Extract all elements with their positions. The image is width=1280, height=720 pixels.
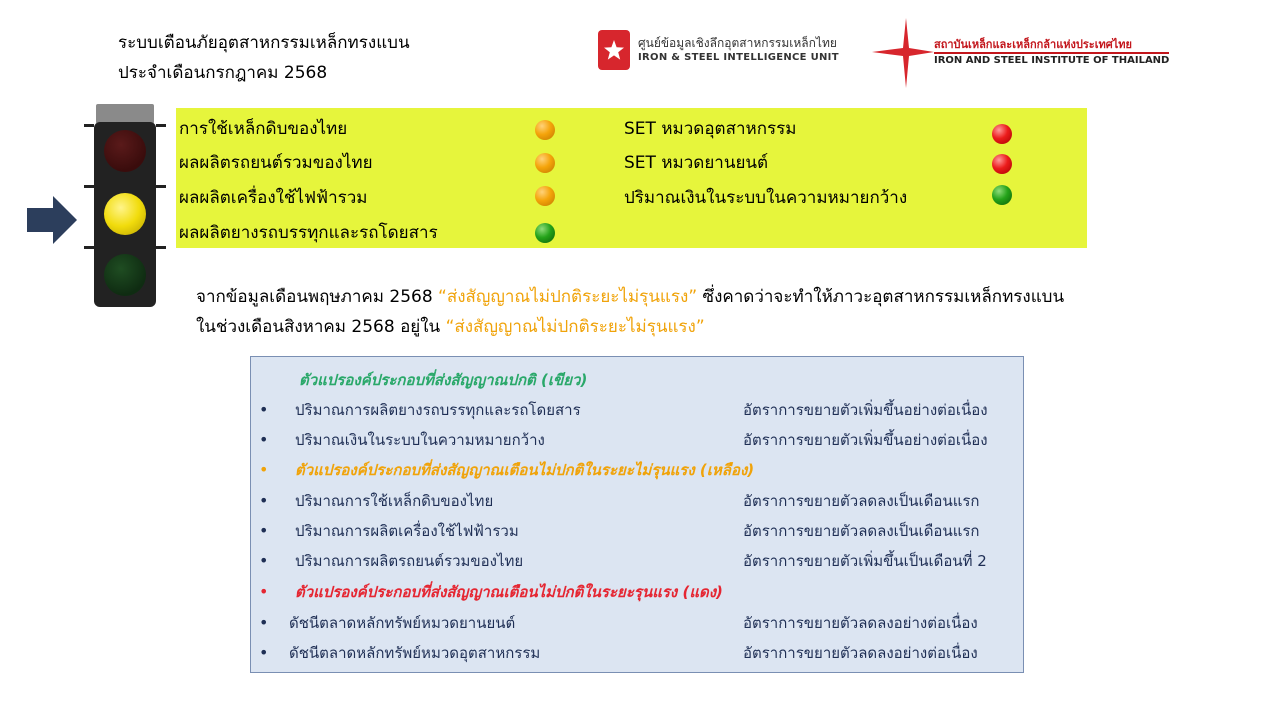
bullet-icon: • — [259, 460, 269, 479]
indicator-label: การใช้เหล็กดิบของไทย — [179, 119, 348, 139]
indicator-label: ปริมาณเงินในระบบในความหมายกว้าง — [624, 188, 908, 208]
status-dot-green — [535, 223, 555, 243]
traffic-light-bracket — [156, 185, 166, 188]
green-section-header: ตัวแปรองค์ประกอบที่ส่งสัญญาณปกติ (เขียว) — [299, 371, 588, 389]
red-section-header: ตัวแปรองค์ประกอบที่ส่งสัญญาณเตือนไม่ปกติในระยะรุนแรง (แดง) — [295, 583, 723, 601]
indicator-label: ผลผลิตรถยนต์รวมของไทย — [179, 153, 373, 173]
isiu-logo — [598, 30, 839, 70]
bullet-icon: • — [259, 400, 269, 419]
status-dot-orange — [535, 120, 555, 140]
summary-text — [196, 282, 1064, 342]
detail-box — [250, 356, 1024, 673]
detail-item-trend: อัตราการขยายตัวลดลงเป็นเดือนแรก — [743, 522, 980, 540]
indicator-label: ผลผลิตยางรถบรรทุกและรถโดยสาร — [179, 223, 438, 243]
bullet-icon: • — [259, 643, 269, 662]
isiu-name-th: ศูนย์ข้อมูลเชิงลึกอุตสาหกรรมเหล็กไทย — [638, 35, 837, 50]
isit-name-th: สถาบันเหล็กและเหล็กกล้าแห่งประเทศไทย — [934, 38, 1169, 54]
yellow-section-header: ตัวแปรองค์ประกอบที่ส่งสัญญาณเตือนไม่ปกติในระยะไม่รุนแรง (เหลือง) — [295, 461, 755, 479]
summary-highlight: “ส่งสัญญาณไม่ปกติระยะไม่รุนแรง” — [445, 317, 705, 337]
traffic-light-yellow-lamp — [104, 193, 146, 235]
status-dot-green — [992, 185, 1012, 205]
title-line-1: ระบบเตือนภัยอุตสาหกรรมเหล็กทรงแบน — [118, 33, 410, 53]
page-title — [118, 28, 410, 88]
detail-item-trend: อัตราการขยายตัวลดลงเป็นเดือนแรก — [743, 492, 980, 510]
detail-item-trend: อัตราการขยายตัวลดลงอย่างต่อเนื่อง — [743, 644, 978, 662]
traffic-light-bracket — [156, 124, 166, 127]
detail-item-name: ปริมาณการผลิตยางรถบรรทุกและรถโดยสาร — [295, 401, 581, 419]
traffic-light-bracket — [84, 246, 94, 249]
traffic-light-bracket — [156, 246, 166, 249]
bullet-icon: • — [259, 430, 269, 449]
summary-line1-pre: จากข้อมูลเดือนพฤษภาคม 2568 — [196, 287, 439, 307]
status-dot-red — [992, 154, 1012, 174]
indicator-label: ผลผลิตเครื่องใช้ไฟฟ้ารวม — [179, 188, 368, 208]
detail-item-name: ปริมาณการผลิตเครื่องใช้ไฟฟ้ารวม — [295, 522, 519, 540]
detail-item-trend: อัตราการขยายตัวเพิ่มขึ้นอย่างต่อเนื่อง — [743, 431, 988, 449]
isit-logo — [872, 18, 1169, 88]
status-dot-orange — [535, 186, 555, 206]
bullet-icon: • — [259, 491, 269, 510]
detail-item-trend: อัตราการขยายตัวเพิ่มขึ้นเป็นเดือนที่ 2 — [743, 552, 987, 570]
summary-line2-pre: ในช่วงเดือนสิงหาคม 2568 อยู่ใน — [196, 317, 446, 337]
isiu-name-en: IRON & STEEL INTELLIGENCE UNIT — [638, 51, 839, 63]
detail-item-trend: อัตราการขยายตัวเพิ่มขึ้นอย่างต่อเนื่อง — [743, 401, 988, 419]
detail-item-name: ดัชนีตลาดหลักทรัพย์หมวดยานยนต์ — [289, 614, 516, 632]
indicator-label: SET หมวดยานยนต์ — [624, 153, 769, 173]
traffic-light-cap — [96, 104, 154, 124]
traffic-light-red-lamp — [104, 130, 146, 172]
traffic-light-bracket — [84, 185, 94, 188]
traffic-light-green-lamp — [104, 254, 146, 296]
traffic-light-bracket — [84, 124, 94, 127]
detail-item-name: ปริมาณเงินในระบบในความหมายกว้าง — [295, 431, 545, 449]
bullet-icon: • — [259, 613, 269, 632]
detail-item-name: ปริมาณการใช้เหล็กดิบของไทย — [295, 492, 494, 510]
arrow-right-icon — [27, 196, 77, 244]
bullet-icon: • — [259, 551, 269, 570]
summary-highlight: “ส่งสัญญาณไม่ปกติระยะไม่รุนแรง” — [438, 287, 698, 307]
title-line-2: ประจำเดือนกรกฎาคม 2568 — [118, 63, 328, 83]
star-icon — [598, 30, 630, 70]
isit-name-en: IRON AND STEEL INSTITUTE OF THAILAND — [934, 55, 1170, 66]
indicator-label: SET หมวดอุตสาหกรรม — [624, 119, 797, 139]
bullet-icon: • — [259, 582, 269, 601]
detail-item-trend: อัตราการขยายตัวลดลงอย่างต่อเนื่อง — [743, 614, 978, 632]
summary-line1-post: ซึ่งคาดว่าจะทำให้ภาวะอุตสาหกรรมเหล็กทรงแบน — [697, 287, 1065, 307]
detail-item-name: ปริมาณการผลิตรถยนต์รวมของไทย — [295, 552, 524, 570]
indicator-panel — [176, 108, 1087, 248]
status-dot-orange — [535, 153, 555, 173]
bullet-icon: • — [259, 521, 269, 540]
detail-item-name: ดัชนีตลาดหลักทรัพย์หมวดอุตสาหกรรม — [289, 644, 541, 662]
status-dot-red — [992, 124, 1012, 144]
sparkle-icon — [872, 18, 934, 88]
